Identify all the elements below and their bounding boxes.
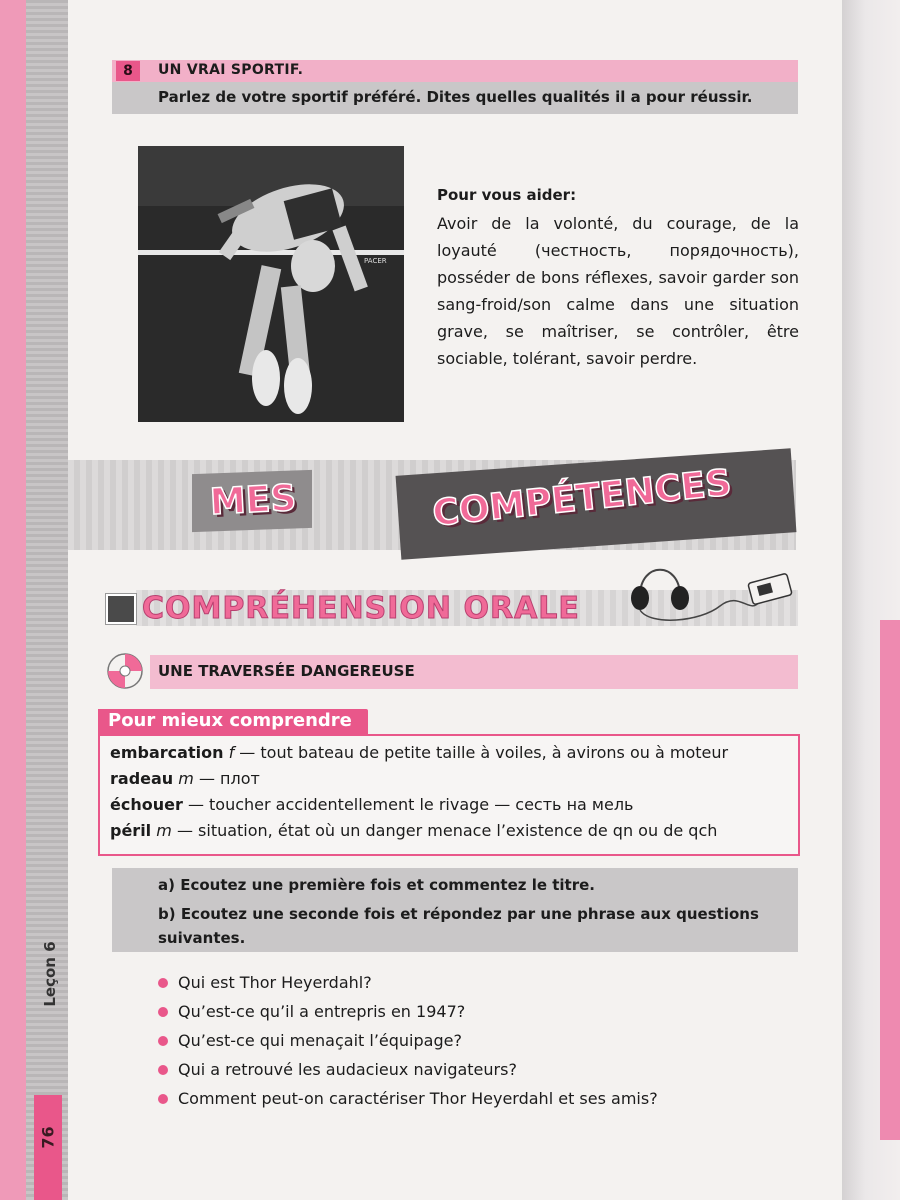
exercise-instruction: Parlez de votre sportif préféré. Dites quelles qualités il a pour réussir.: [158, 88, 753, 106]
task-a: a) Ecoutez une première fois et commentez le titre.: [158, 876, 595, 894]
question-text: Qui est Thor Heyerdahl?: [178, 973, 372, 992]
bar-label: PACER: [364, 257, 387, 265]
vocab-entry: [110, 740, 800, 766]
banner-word-competences: COMPÉTENCES: [430, 462, 734, 535]
vocab-term: échouer: [110, 795, 183, 814]
question-text: Qu’est-ce qu’il a entrepris en 1947?: [178, 1002, 466, 1021]
vocab-term: embarcation: [110, 743, 224, 762]
list-item: [158, 997, 658, 1026]
vocab-definition: — плот: [193, 769, 260, 788]
left-pink-margin: [0, 0, 26, 1200]
help-title: Pour vous aider:: [437, 186, 577, 204]
cd-icon: [106, 652, 144, 690]
bullet-icon: [158, 1065, 168, 1075]
vocab-term: péril: [110, 821, 152, 840]
square-bullet-icon: [106, 594, 136, 624]
bullet-icon: [158, 978, 168, 988]
question-text: Comment peut-on caractériser Thor Heyerdahl et ses amis?: [178, 1089, 658, 1108]
vocab-gender: f: [228, 743, 235, 762]
vocab-entry: [110, 792, 800, 818]
question-text: Qu’est-ce qui menaçait l’équipage?: [178, 1031, 462, 1050]
banner-word-mes: MES: [208, 477, 298, 524]
bullet-icon: [158, 1007, 168, 1017]
question-text: Qui a retrouvé les audacieux navigateurs?: [178, 1060, 517, 1079]
right-pink-tab: [880, 620, 900, 1140]
exercise-number: 8: [116, 61, 140, 81]
left-grey-margin: [26, 0, 68, 1200]
vocab-definition: — toucher accidentellement le rivage — сесть на мель: [182, 795, 634, 814]
lesson-label: Leçon 6: [41, 941, 59, 1007]
vocab-definition: — situation, état où un danger menace l’existence de qn ou de qch: [171, 821, 718, 840]
vocab-term: radeau: [110, 769, 174, 788]
vocab-gender: m: [156, 821, 172, 840]
list-item: [158, 1084, 658, 1113]
page-number: 76: [38, 1126, 58, 1149]
high-jumper-photo: [138, 146, 404, 422]
section-title: COMPRÉHENSION ORALE: [142, 591, 580, 626]
bullet-icon: [158, 1036, 168, 1046]
vocabulary-heading: Pour mieux comprendre: [108, 710, 352, 731]
bullet-icon: [158, 1094, 168, 1104]
question-list: [158, 968, 658, 1113]
exercise-title: UN VRAI SPORTIF.: [158, 62, 304, 78]
list-item: [158, 1055, 658, 1084]
vocab-definition: — tout bateau de petite taille à voiles, à avirons ou à moteur: [234, 743, 729, 762]
list-item: [158, 1026, 658, 1055]
help-text: Avoir de la volonté, du courage, de la loyauté (честность, порядочность), posséder de bons réflexes, savoir garder son sang-froid/son calme dans une situation grave, se maîtriser, se contrôler, être sociable, tolérant, savoir perdre.: [437, 214, 799, 368]
vocab-entry: [110, 766, 800, 792]
vocab-gender: m: [178, 769, 194, 788]
task-b: b) Ecoutez une seconde fois et répondez par une phrase aux questions suivantes.: [158, 905, 759, 947]
list-item: [158, 968, 658, 997]
headphones-player-icon: [610, 556, 800, 626]
vocab-entry: [110, 818, 800, 844]
listening-title: UNE TRAVERSÉE DANGEREUSE: [158, 662, 415, 680]
